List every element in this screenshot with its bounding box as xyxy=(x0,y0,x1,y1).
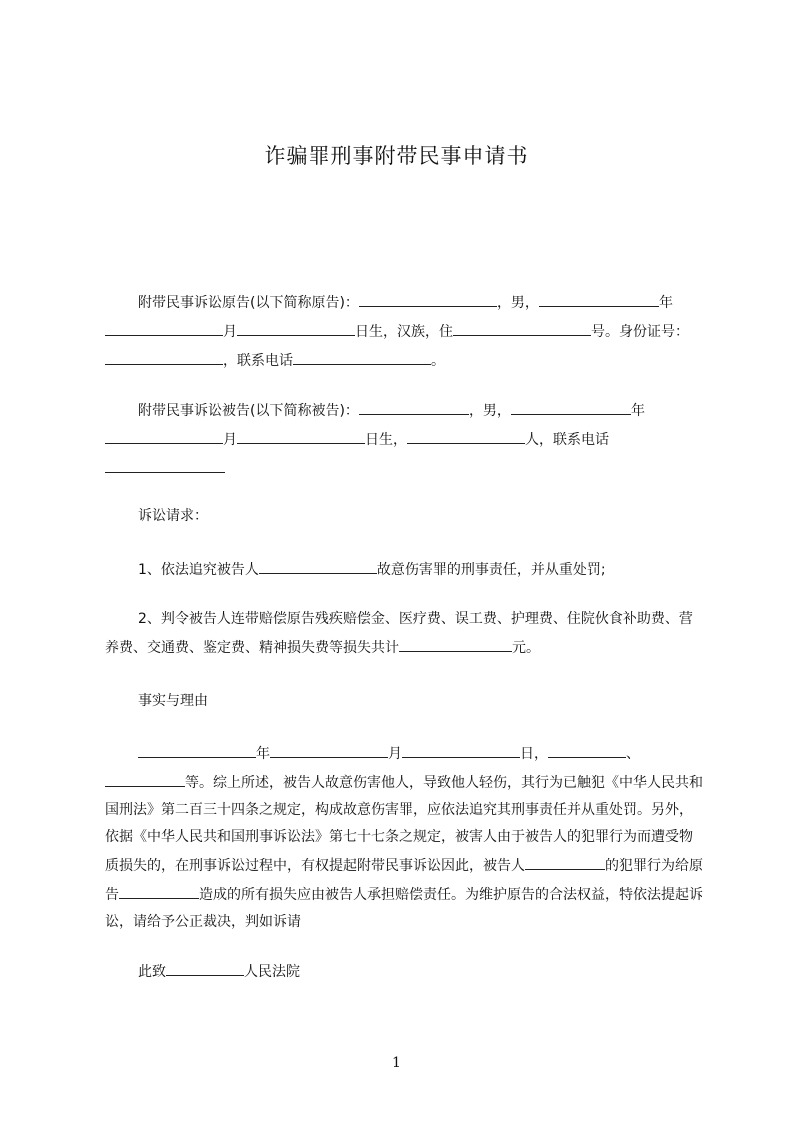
defendant-phone-label: 人，联系电话 xyxy=(525,432,609,448)
claim-2-amount-blank[interactable] xyxy=(399,633,512,652)
claim-item-2 xyxy=(105,606,705,662)
plaintiff-paragraph xyxy=(105,288,705,375)
plaintiff-phone-label: ，联系电话 xyxy=(223,353,293,369)
plaintiff-name-blank[interactable] xyxy=(359,288,497,307)
facts-defendant-blank[interactable] xyxy=(525,851,605,870)
plaintiff-birth-day-blank[interactable] xyxy=(237,317,355,336)
plaintiff-id-label: 号。身份证号： xyxy=(591,324,689,340)
facts-year-blank[interactable] xyxy=(138,739,256,758)
defendant-name-blank[interactable] xyxy=(359,396,469,415)
plaintiff-year-label: 年 xyxy=(658,295,673,311)
claim-1-defendant-blank[interactable] xyxy=(259,555,377,574)
claims-heading-block xyxy=(105,503,705,530)
facts-body-1: 等。综上所述，被告人故意伤害他人，导致他人轻伤，其行为已触犯《中华人民共和国刑法》第二百三十四条之规定，构成故意伤害罪，应依法追究其刑事责任并从重处罚。另外，依据《中华人民共和国刑事诉讼法》第七十七条之规定，被害人由于被告人的犯罪行为而遭受物质损失的，在刑事诉讼过程中，有权提起附带民事诉讼因此，被告人 xyxy=(105,775,703,874)
closing-line xyxy=(105,957,705,986)
defendant-month-label: 月 xyxy=(223,432,237,448)
facts-month-label: 月 xyxy=(388,746,402,762)
claim-2-text: 2、判令被告人连带赔偿原告残疾赔偿金、医疗费、误工费、护理费、住院伙食补助费、营养费、交通费、鉴定费、精神损失费等损失共计 xyxy=(105,611,693,656)
court-name-blank[interactable] xyxy=(166,957,244,976)
plaintiff-phone-blank[interactable] xyxy=(293,346,431,365)
facts-blank-2[interactable] xyxy=(105,768,185,787)
defendant-label: 附带民事诉讼被告(以下简称被告)： xyxy=(138,403,359,419)
defendant-birth-label: 日生， xyxy=(365,432,407,448)
facts-heading-block xyxy=(105,688,705,715)
claim-2-suffix: 元。 xyxy=(512,640,540,656)
facts-month-blank[interactable] xyxy=(270,739,388,758)
page-number: 1 xyxy=(392,1055,401,1071)
defendant-gender: ，男， xyxy=(468,403,511,419)
defendant-year-label: 年 xyxy=(630,403,645,419)
claim-1-suffix: 故意伤害罪的刑事责任，并从重处罚; xyxy=(376,562,606,578)
page-title: 诈骗罪刑事附带民事申请书 xyxy=(264,144,529,168)
facts-plaintiff-blank[interactable] xyxy=(119,880,199,899)
facts-paragraph xyxy=(105,739,705,936)
claims-heading: 诉讼请求： xyxy=(138,508,208,524)
plaintiff-birth-year-blank[interactable] xyxy=(539,288,659,307)
facts-heading: 事实与理由 xyxy=(138,693,208,709)
plaintiff-birth-month-blank[interactable] xyxy=(105,317,223,336)
facts-body-2: 的犯罪行为给原告 xyxy=(105,858,703,903)
closing-prefix: 此致 xyxy=(138,964,166,980)
defendant-origin-blank[interactable] xyxy=(407,425,525,444)
claim-1-prefix: 1、依法追究被告人 xyxy=(138,562,259,578)
plaintiff-id-blank[interactable] xyxy=(105,346,223,365)
defendant-birth-day-blank[interactable] xyxy=(237,425,365,444)
plaintiff-end: 。 xyxy=(431,353,445,369)
facts-day-blank[interactable] xyxy=(402,739,520,758)
closing-suffix: 人民法院 xyxy=(244,964,300,980)
defendant-birth-year-blank[interactable] xyxy=(511,396,631,415)
facts-body-3: 造成的所有损失应由被告人承担赔偿责任。为维护原告的合法权益，特依法提起诉讼，请给予公正裁决，判如诉请 xyxy=(105,887,703,930)
defendant-birth-month-blank[interactable] xyxy=(105,425,223,444)
plaintiff-gender: ，男， xyxy=(496,295,539,311)
claim-item-1 xyxy=(105,555,705,584)
defendant-paragraph xyxy=(105,396,705,483)
plaintiff-label: 附带民事诉讼原告(以下简称原告)： xyxy=(138,295,359,311)
plaintiff-address-blank[interactable] xyxy=(453,317,591,336)
facts-separator: 、 xyxy=(626,746,640,762)
facts-blank-1[interactable] xyxy=(548,739,626,758)
facts-day-label: 日， xyxy=(520,746,548,762)
facts-year-label: 年 xyxy=(256,746,270,762)
plaintiff-month-label: 月 xyxy=(223,324,237,340)
plaintiff-birth-label: 日生，汉族，住 xyxy=(355,324,453,340)
defendant-phone-blank[interactable] xyxy=(105,454,225,473)
